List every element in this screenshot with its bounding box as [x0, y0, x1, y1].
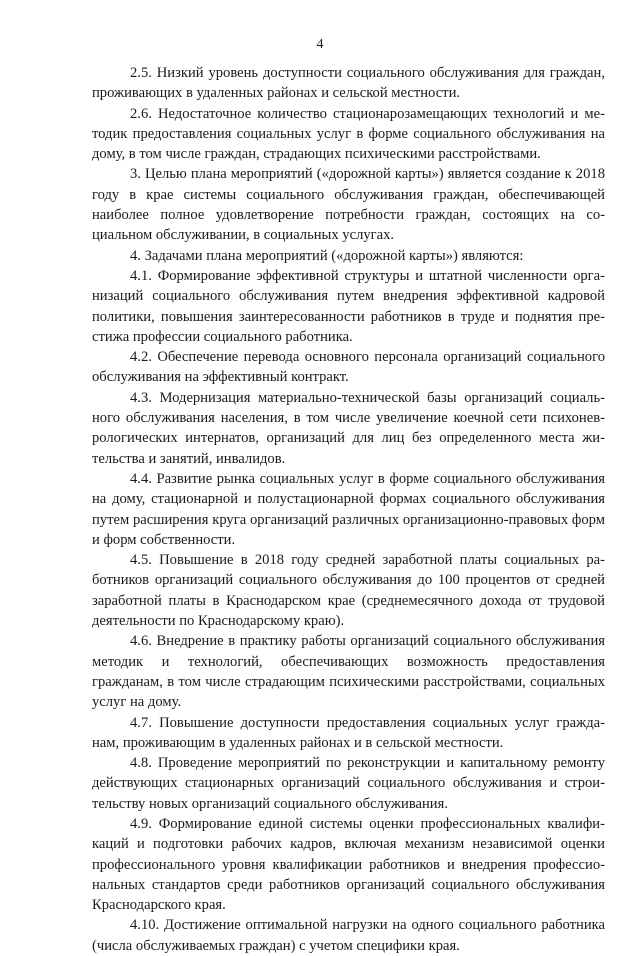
- paragraph-4-6: 4.6. Внедрение в практику работы организаций социального обслуживания методик и технологий, обеспечивающих возможность предоставления гражданам, в том числе страдающим психическими расстройствами, социальных услуг на дому.: [92, 633, 605, 711]
- paragraph-4-7: 4.7. Повышение доступности предоставления социальных услуг гражданам, проживающим в удаленных районах и в сельской местности.: [92, 714, 605, 751]
- document-body: [92, 63, 605, 956]
- paragraph-2-5: 2.5. Низкий уровень доступности социального обслуживания для граждан, проживающих в удаленных районах и сельской местности.: [92, 65, 605, 102]
- paragraph-4-9: 4.9. Формирование единой системы оценки профессиональных квалификаций и подготовки рабочих кадров, включая механизм независимой оценки профессионального уровня квалификации работников и внедрения профессиональных стандартов среди работников организаций социального обслуживания Краснодарского края.: [92, 815, 605, 914]
- paragraph-4-2: 4.2. Обеспечение перевода основного персонала организаций социального обслуживания на эффективный контракт.: [92, 349, 605, 386]
- paragraph-2-6: 2.6. Недостаточное количество стационарозамещающих технологий и методик предоставления социальных услуг в форме социального обслуживания на дому, в том числе граждан, страдающих психическими расстройствами.: [92, 105, 605, 163]
- paragraph-4-5: 4.5. Повышение в 2018 году средней заработной платы социальных работников организаций социального обслуживания до 100 процентов от средней заработной платы в Краснодарском крае (среднемесячного дохода от трудовой деятельности по Краснодарскому краю).: [92, 552, 605, 630]
- page-number: 4: [316, 37, 324, 52]
- paragraph-4-8: 4.8. Проведение мероприятий по реконструкции и капитальному ремонту действующих стационарных организаций социального обслуживания и строительству новых организаций социального обслуживания.: [92, 755, 605, 812]
- paragraph-4-tasks: 4. Задачами плана мероприятий («дорожной карты») являются:: [130, 247, 524, 264]
- paragraph-4-3: 4.3. Модернизация материально-технической базы организаций социального обслуживания населения, в том числе увеличение коечной сети психоневрологических интернатов, организаций для лиц без определенного места жительства и занятий, инвалидов.: [92, 389, 605, 467]
- paragraph-4-1: 4.1. Формирование эффективной структуры и штатной численности организаций социального обслуживания путем внедрения эффективной кадровой политики, повышения заинтересованности работников в труде и поднятия престижа профессии социального работника.: [92, 267, 605, 345]
- paragraph-3-goal: 3. Целью плана мероприятий («дорожной карты») является создание к 2018 году в крае системы социального обслуживания граждан, обеспечивающей наиболее полное удовлетворение потребности граждан, состоящих на социальном обслуживании, в социальных услугах.: [92, 166, 605, 244]
- paragraph-4-10: 4.10. Достижение оптимальной нагрузки на одного социального работника (числа обслуживаемых граждан) с учетом специфики края.: [92, 917, 605, 954]
- paragraph-4-4: 4.4. Развитие рынка социальных услуг в форме социального обслуживания на дому, стационарной и полустационарной формах социального обслуживания путем расширения круга организаций различных организационно-правовых форм и форм собственности.: [92, 470, 605, 548]
